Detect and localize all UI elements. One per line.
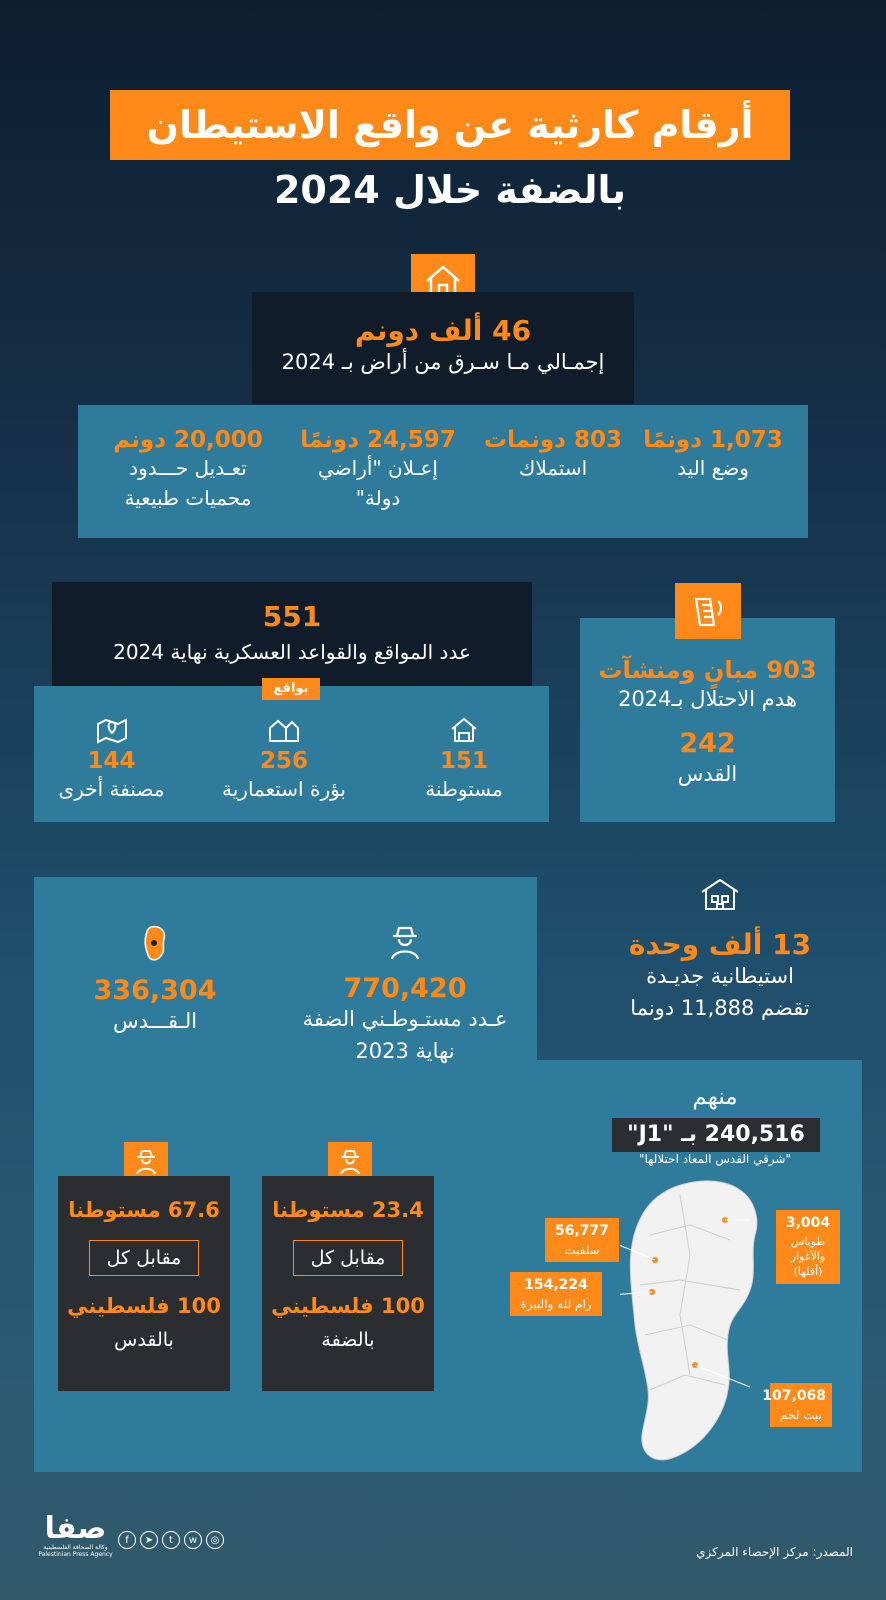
ratio-compare: مقابل كل	[89, 1240, 199, 1276]
ratio-panel-westbank	[262, 1176, 434, 1391]
demolition-icon	[675, 583, 741, 639]
land-item-value: 24,597 دونمًا	[300, 427, 456, 453]
jerusalem-settlers	[70, 925, 240, 1038]
land-item-label: استملاك	[518, 456, 588, 480]
map-label-name: رام لله والبيرة	[520, 1296, 592, 1311]
ratio-value: 67.6 مستوطنا	[68, 1198, 220, 1222]
military-item-label: بؤرة استعمارية	[222, 777, 346, 801]
military-total-text: عدد المواقع والقواعد العسكرية نهاية 2024	[113, 640, 471, 664]
land-total-value: 46 ألف دونم	[354, 314, 532, 347]
westbank-settlers-label: عـدد مستـوطـني الضفة نهاية 2023	[302, 1007, 508, 1063]
land-item-label: تعـديل حـــدود محميات طبيعية	[124, 456, 252, 510]
page-subtitle: بالضفة خلال 2024	[273, 168, 627, 212]
ratio-place: بالقدس	[114, 1329, 174, 1351]
ratio-panel-jerusalem	[58, 1176, 230, 1391]
building-icon	[595, 876, 845, 916]
land-item	[638, 427, 788, 483]
military-item	[39, 716, 184, 804]
agency-logo	[38, 1511, 113, 1558]
twitter-icon[interactable]: t	[162, 1531, 180, 1549]
military-item-value: 144	[87, 748, 136, 774]
military-total-value: 551	[262, 600, 322, 633]
j1-value: 240,516 بـ "J1"	[612, 1118, 820, 1152]
land-item	[478, 427, 628, 483]
map-label-salfit	[545, 1218, 619, 1262]
military-total-box	[52, 582, 532, 687]
map-label-name: طوباس والأغوار (أقلها)	[790, 1234, 826, 1279]
westbank-settlers	[300, 925, 510, 1067]
jerusalem-settlers-value: 336,304	[93, 975, 217, 1006]
military-badge: بواقع	[262, 678, 320, 700]
ratio-value: 23.4 مستوطنا	[272, 1198, 424, 1222]
military-item-value: 151	[439, 748, 488, 774]
land-breakdown	[78, 405, 808, 538]
military-item	[199, 716, 369, 804]
j1-note: "شرقي القدس المعاد احتلالها"	[639, 1152, 791, 1166]
ratio-base: 100 فلسطيني	[67, 1294, 221, 1318]
units-block	[595, 876, 845, 1024]
military-item-value: 256	[259, 748, 308, 774]
agency-name-en: Palestinian Press Agency	[38, 1551, 113, 1558]
of-them-label: منهم	[692, 1084, 738, 1110]
ratio-compare: مقابل كل	[293, 1240, 403, 1276]
land-item-value: 803 دونمات	[484, 427, 622, 453]
land-item-value: 20,000 دونم	[113, 427, 263, 453]
map-label-value: 107,068	[762, 1388, 826, 1404]
outpost-icon	[199, 716, 369, 748]
map-label-name: بيت لحم	[780, 1407, 822, 1422]
units-line2: تقضم 11,888 دونما	[630, 995, 810, 1020]
logo-text: صفا	[44, 1511, 107, 1546]
military-breakdown	[34, 681, 549, 822]
units-line1: استيطانية جديـدة	[646, 964, 794, 988]
military-item	[389, 716, 539, 804]
map-label-value: 56,777	[554, 1223, 610, 1239]
westbank-settlers-value: 770,420	[343, 973, 467, 1004]
land-total-text: إجمـالي مـا سـرق من أراض بـ 2024	[281, 350, 605, 374]
ratio-place: بالضفة	[321, 1329, 375, 1351]
facebook-icon[interactable]: f	[118, 1531, 136, 1549]
demolition-text: هدم الاحتلال بـ2024	[618, 687, 797, 711]
military-item-label: مستوطنة	[425, 777, 503, 801]
page-title: أرقام كارثية عن واقع الاستيطان	[110, 90, 790, 160]
telegram-icon[interactable]: ➤	[140, 1531, 158, 1549]
settler-icon	[300, 925, 510, 965]
units-value: 13 ألف وحدة	[628, 928, 812, 961]
map-label-value: 3,004	[785, 1215, 831, 1231]
demolition-box	[580, 618, 835, 822]
ratio-base: 100 فلسطيني	[271, 1294, 425, 1318]
land-item-label: وضع اليد	[677, 456, 749, 480]
land-item-value: 1,073 دونمًا	[643, 427, 783, 453]
land-total-box	[252, 292, 634, 404]
jerusalem-settlers-label: الـقـــدس	[112, 1009, 198, 1033]
demolition-jerusalem-value: 242	[679, 727, 736, 759]
land-item	[98, 427, 278, 513]
source-text: المصدر: مركز الإحصاء المركزي	[696, 1545, 853, 1559]
land-item	[298, 427, 458, 513]
map-label-bethlehem	[762, 1383, 832, 1427]
military-item-label: مصنفة أخرى	[58, 777, 165, 801]
map-label-value: 154,224	[524, 1277, 588, 1293]
demolition-value: 903 مبانٍ ومنشآت	[598, 656, 817, 684]
map-label-tubas	[776, 1210, 840, 1284]
map-label-name: سلفيت	[564, 1242, 600, 1257]
whatsapp-icon[interactable]: w	[184, 1531, 202, 1549]
map-pin-icon	[39, 716, 184, 748]
west-bank-map-icon	[70, 925, 240, 967]
social-links	[118, 1531, 224, 1549]
west-bank-map	[620, 1175, 770, 1465]
map-label-ramallah	[510, 1272, 602, 1316]
agency-name-ar: وكالة الصحافة الفلسطينية	[43, 1544, 108, 1551]
land-item-label: إعـلان "أراضي دولة"	[318, 456, 438, 510]
demolition-jerusalem-label: القدس	[677, 761, 738, 786]
instagram-icon[interactable]: ◎	[206, 1531, 224, 1549]
settlement-icon	[389, 716, 539, 748]
